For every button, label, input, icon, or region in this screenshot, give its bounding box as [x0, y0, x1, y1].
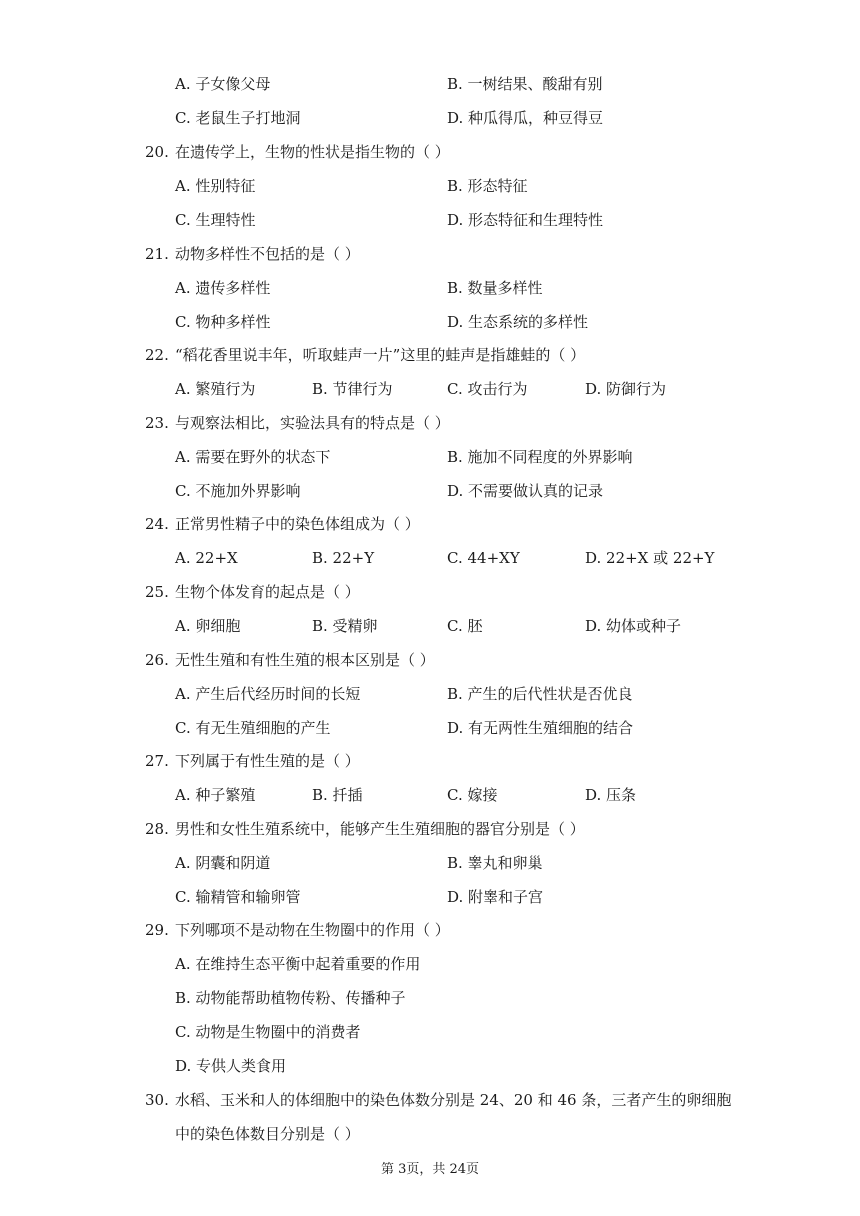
- question-stem: [0, 918, 860, 942]
- option-row: [0, 208, 860, 232]
- option-row: [0, 952, 860, 976]
- question-stem: [0, 140, 860, 164]
- page-footer: 第 3页，共 24页: [380, 1162, 480, 1177]
- option: D. 形态特征和生理特性: [447, 211, 604, 229]
- question-stem: [0, 343, 860, 367]
- question-number: 27.: [145, 752, 169, 770]
- option: D. 防御行为: [585, 380, 667, 398]
- option-row: [0, 546, 860, 570]
- option: C. 胚: [447, 617, 483, 635]
- option: B. 节律行为: [312, 380, 393, 398]
- option: B. 受精卵: [312, 617, 378, 635]
- question-number: 30.: [145, 1091, 169, 1109]
- option-row: [0, 614, 860, 638]
- question-number: 29.: [145, 921, 169, 939]
- question-text: 下列属于有性生殖的是（ ）: [175, 752, 360, 770]
- option: D. 专供人类食用: [175, 1057, 287, 1075]
- question-stem: [0, 648, 860, 672]
- option: B. 动物能帮助植物传粉、传播种子: [175, 989, 406, 1007]
- question-stem-continued: [0, 1122, 860, 1146]
- option: A. 遗传多样性: [175, 279, 271, 297]
- option-row: [0, 1020, 860, 1044]
- option-row: [0, 682, 860, 706]
- option: B. 形态特征: [447, 177, 528, 195]
- option: C. 有无生殖细胞的产生: [175, 719, 331, 737]
- option-row: [0, 377, 860, 401]
- option: A. 性别特征: [175, 177, 256, 195]
- question-number: 26.: [145, 651, 169, 669]
- question-number: 22.: [145, 346, 169, 364]
- option: D. 不需要做认真的记录: [447, 482, 604, 500]
- option: D. 生态系统的多样性: [447, 313, 589, 331]
- option: C. 生理特性: [175, 211, 256, 229]
- option-row: [0, 72, 860, 96]
- option-row: [0, 276, 860, 300]
- question-number: 20.: [145, 143, 169, 161]
- question-text: 中的染色体数目分别是（ ）: [175, 1125, 360, 1143]
- option-row: [0, 783, 860, 807]
- option: D. 附睾和子宫: [447, 888, 544, 906]
- option: A. 卵细胞: [175, 617, 241, 635]
- question-stem: [0, 580, 860, 604]
- question-stem: [0, 411, 860, 435]
- option: C. 动物是生物圈中的消费者: [175, 1023, 361, 1041]
- question-text: 生物个体发育的起点是（ ）: [175, 583, 360, 601]
- option: B. 施加不同程度的外界影响: [447, 448, 633, 466]
- question-text: 水稻、玉米和人的体细胞中的染色体数分别是 24、20 和 46 条，三者产生的卵细胞: [175, 1091, 732, 1109]
- option: A. 子女像父母: [175, 75, 271, 93]
- option: C. 不施加外界影响: [175, 482, 301, 500]
- question-stem: [0, 1088, 860, 1112]
- option-row: [0, 106, 860, 130]
- question-number: 24.: [145, 515, 169, 533]
- question-text: 与观察法相比，实验法具有的特点是（ ）: [175, 414, 450, 432]
- option: C. 输精管和输卵管: [175, 888, 301, 906]
- question-number: 28.: [145, 820, 169, 838]
- option: A. 种子繁殖: [175, 786, 256, 804]
- option: C. 嫁接: [447, 786, 498, 804]
- question-text: 无性生殖和有性生殖的根本区别是（ ）: [175, 651, 435, 669]
- option: B. 产生的后代性状是否优良: [447, 685, 633, 703]
- question-text: 在遗传学上，生物的性状是指生物的（ ）: [175, 143, 450, 161]
- question-number: 23.: [145, 414, 169, 432]
- question-text: 下列哪项不是动物在生物圈中的作用（ ）: [175, 921, 450, 939]
- question-number: 21.: [145, 245, 169, 263]
- option: A. 阴囊和阴道: [175, 854, 271, 872]
- option: D. 有无两性生殖细胞的结合: [447, 719, 634, 737]
- option: D. 幼体或种子: [585, 617, 682, 635]
- option: A. 产生后代经历时间的长短: [175, 685, 361, 703]
- option: D. 种瓜得瓜，种豆得豆: [447, 109, 604, 127]
- option: A. 在维持生态平衡中起着重要的作用: [175, 955, 421, 973]
- question-text: 男性和女性生殖系统中，能够产生生殖细胞的器官分别是（ ）: [175, 820, 585, 838]
- option: A. 繁殖行为: [175, 380, 256, 398]
- option: B. 数量多样性: [447, 279, 543, 297]
- question-stem: [0, 242, 860, 266]
- option: C. 44+XY: [447, 549, 520, 567]
- option-row: [0, 174, 860, 198]
- option: B. 睾丸和卵巢: [447, 854, 543, 872]
- question-text: 正常男性精子中的染色体组成为（ ）: [175, 515, 420, 533]
- option: D. 22+X 或 22+Y: [585, 549, 715, 567]
- option-row: [0, 986, 860, 1010]
- question-stem: [0, 512, 860, 536]
- option: A. 需要在野外的状态下: [175, 448, 331, 466]
- option-row: [0, 310, 860, 334]
- option-row: [0, 716, 860, 740]
- option: D. 压条: [585, 786, 637, 804]
- option: A. 22+X: [175, 549, 238, 567]
- option: B. 扦插: [312, 786, 363, 804]
- option-row: [0, 851, 860, 875]
- option: C. 物种多样性: [175, 313, 271, 331]
- option-row: [0, 479, 860, 503]
- question-text: 动物多样性不包括的是（ ）: [175, 245, 360, 263]
- question-number: 25.: [145, 583, 169, 601]
- question-stem: [0, 817, 860, 841]
- option: B. 一树结果、酸甜有别: [447, 75, 603, 93]
- option-row: [0, 1054, 860, 1078]
- question-stem: [0, 749, 860, 773]
- option: C. 攻击行为: [447, 380, 528, 398]
- question-text: “稻花香里说丰年，听取蛙声一片”这里的蛙声是指雄蛙的（ ）: [175, 346, 586, 364]
- option-row: [0, 445, 860, 469]
- option: C. 老鼠生子打地洞: [175, 109, 301, 127]
- option-row: [0, 885, 860, 909]
- option: B. 22+Y: [312, 549, 375, 567]
